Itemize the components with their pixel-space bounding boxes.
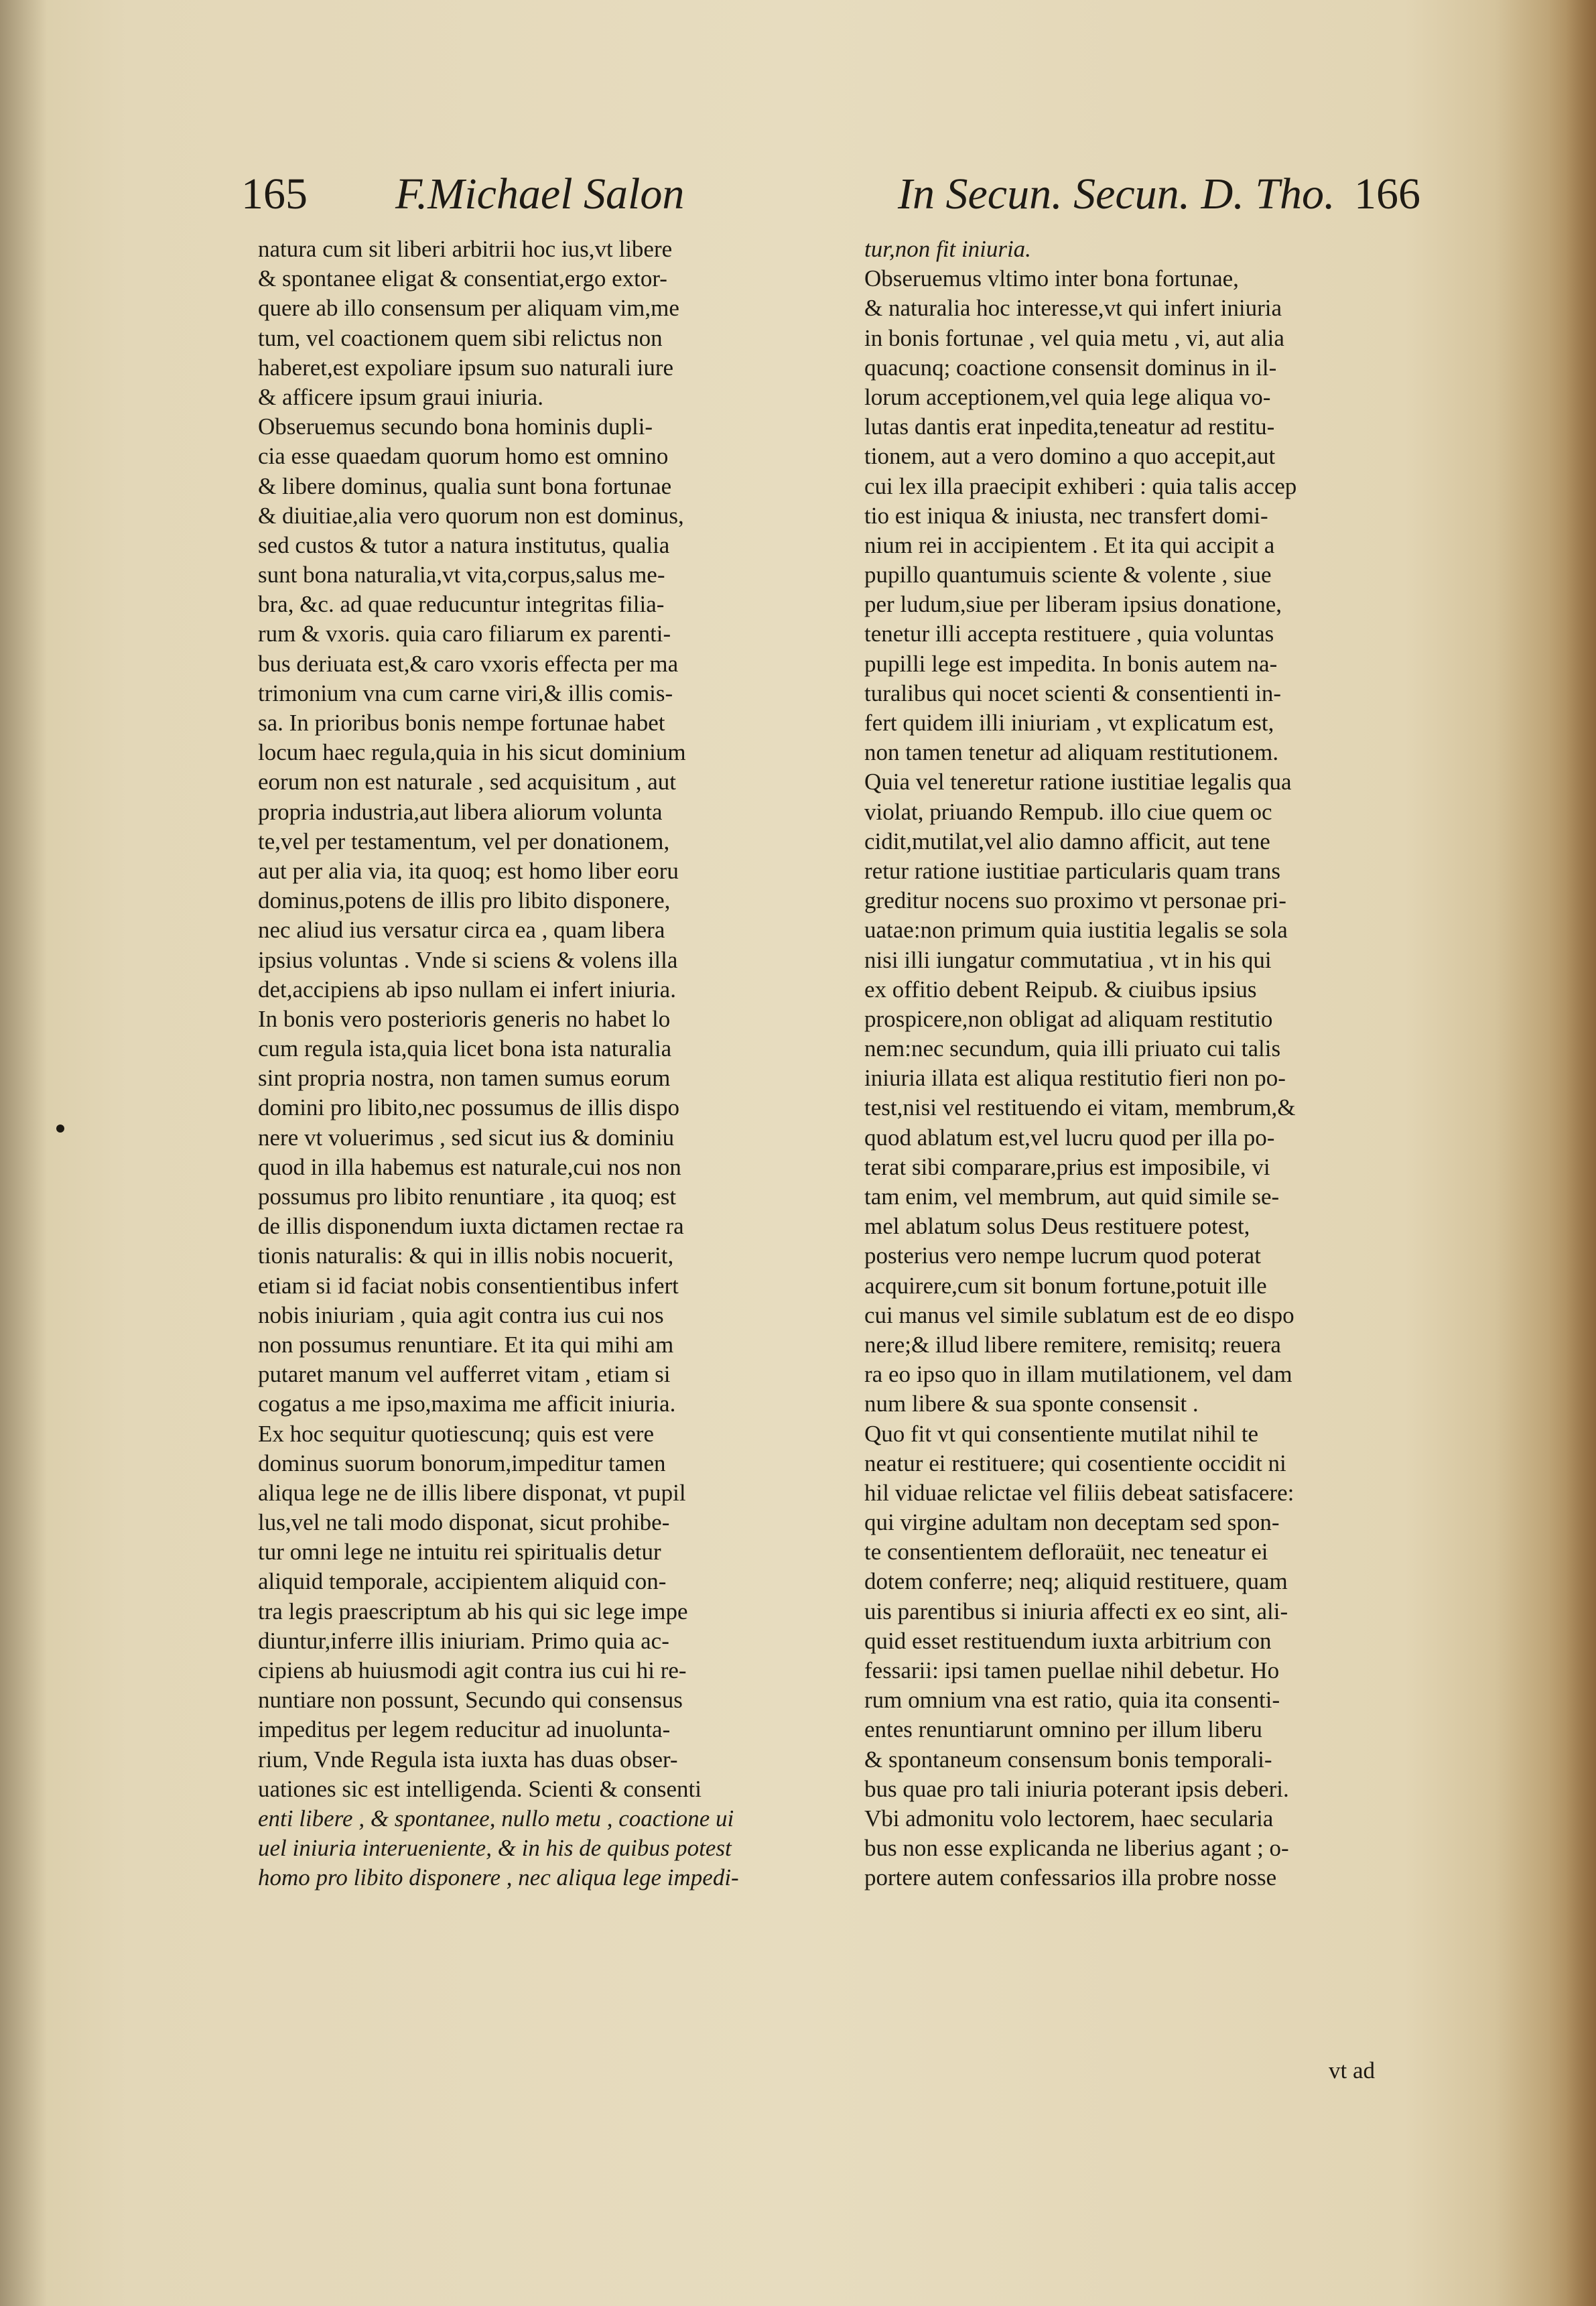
text-line: uel iniuria interueniente, & in his de quibus potest bbox=[258, 1835, 732, 1862]
text-line: iniuria illata est aliqua restitutio fieri non po- bbox=[864, 1065, 1286, 1092]
text-line: dominus suorum bonorum,impeditur tamen bbox=[258, 1450, 666, 1476]
text-line: Ex hoc sequitur quotiescunq; quis est vere bbox=[258, 1420, 654, 1447]
text-line: cum regula ista,quia licet bona ista naturalia bbox=[258, 1035, 672, 1062]
page-number-left: 165 bbox=[241, 170, 308, 218]
text-line: in bonis fortunae , vel quia metu , vi, aut alia bbox=[864, 324, 1284, 351]
text-line: homo pro libito disponere , nec aliqua lege impedi- bbox=[258, 1864, 739, 1891]
text-line: ipsius voluntas . Vnde si sciens & volens illa bbox=[258, 946, 678, 973]
text-line: posterius vero nempe lucrum quod poterat bbox=[864, 1242, 1261, 1269]
running-title-left: F.Michael Salon bbox=[395, 170, 685, 218]
text-line: uatae:non primum quia iustitia legalis se sola bbox=[864, 917, 1288, 944]
running-title-right: In Secun. Secun. D. Tho. bbox=[898, 170, 1335, 218]
text-line: prospicere,non obligat ad aliquam restitutio bbox=[864, 1005, 1273, 1032]
text-line: pupillo quantumuis sciente & volente , siue bbox=[864, 562, 1272, 588]
text-line: nere vt voluerimus , sed sicut ius & dominiu bbox=[258, 1124, 675, 1151]
text-line: tur,non fit iniuria. bbox=[864, 236, 1031, 262]
ink-blot bbox=[56, 1125, 64, 1133]
text-line: te consentientem defloraüit, nec teneatur ei bbox=[864, 1539, 1268, 1565]
text-line: non tamen tenetur ad aliquam restitutionem. bbox=[864, 739, 1279, 766]
text-line: sed custos & tutor a natura institutus, qualia bbox=[258, 531, 670, 558]
text-line: tionem, aut a vero domino a quo accepit,aut bbox=[864, 443, 1276, 470]
text-line: rium, Vnde Regula ista iuxta has duas obser- bbox=[258, 1746, 678, 1773]
text-line: tenetur illi accepta restituere , quia voluntas bbox=[864, 621, 1274, 647]
text-line: violat, priuando Rempub. illo ciue quem oc bbox=[864, 798, 1272, 825]
text-column-left bbox=[258, 235, 821, 1893]
text-line: num libere & sua sponte consensit . bbox=[864, 1391, 1199, 1417]
text-line: bra, &c. ad quae reducuntur integritas filia- bbox=[258, 591, 665, 618]
text-line: nuntiare non possunt, Secundo qui consensus bbox=[258, 1687, 683, 1714]
binding-gutter-shadow bbox=[0, 0, 47, 2306]
text-line: test,nisi vel restituendo ei vitam, membrum,& bbox=[864, 1094, 1296, 1121]
text-line: nem:nec secundum, quia illi priuato cui talis bbox=[864, 1035, 1281, 1062]
text-line: tam enim, vel membrum, aut quid simile se- bbox=[864, 1183, 1280, 1210]
text-line: natura cum sit liberi arbitrii hoc ius,vt libere bbox=[258, 236, 673, 262]
text-line: acquirere,cum sit bonum fortune,potuit ille bbox=[864, 1272, 1267, 1299]
text-line: mel ablatum solus Deus restituere potest, bbox=[864, 1213, 1250, 1240]
text-line: tur omni lege ne intuitu rei spiritualis detur bbox=[258, 1539, 661, 1565]
text-line: & diuitiae,alia vero quorum non est dominus, bbox=[258, 502, 684, 529]
text-line: ra eo ipso quo in illam mutilationem, vel dam bbox=[864, 1361, 1292, 1388]
text-line: & afficere ipsum graui iniuria. bbox=[258, 383, 544, 410]
text-line: putaret manum vel aufferret vitam , etiam si bbox=[258, 1361, 671, 1388]
text-line: uationes sic est intelligenda. Scienti & consenti bbox=[258, 1775, 702, 1802]
text-line: Quia vel teneretur ratione iustitiae legalis qua bbox=[864, 769, 1292, 795]
text-line: terat sibi comparare,prius est imposibile, vi bbox=[864, 1153, 1270, 1180]
text-line: bus deriuata est,& caro vxoris effecta per ma bbox=[258, 650, 679, 677]
text-line: qui virgine adultam non deceptam sed spon- bbox=[864, 1509, 1280, 1536]
text-line: lorum acceptionem,vel quia lege aliqua vo- bbox=[864, 383, 1271, 410]
catchword: vt ad bbox=[1329, 2057, 1376, 2084]
page-number-right: 166 bbox=[1354, 170, 1420, 218]
text-line: quacunq; coactione consensit dominus in il- bbox=[864, 354, 1277, 381]
text-line: enti libere , & spontanee, nullo metu , coactione ui bbox=[258, 1805, 734, 1832]
text-line: nisi illi iungatur commutatiua , vt in his qui bbox=[864, 946, 1272, 973]
text-line: nium rei in accipientem . Et ita qui accipit a bbox=[864, 531, 1275, 558]
text-line: cogatus a me ipso,maxima me afficit iniuria. bbox=[258, 1391, 676, 1417]
text-line: dominus,potens de illis pro libito disponere, bbox=[258, 887, 671, 914]
text-line: cidit,mutilat,vel alio damno afficit, aut tene bbox=[864, 828, 1270, 854]
text-line: In bonis vero posterioris generis no habet lo bbox=[258, 1005, 671, 1032]
text-line: fessarii: ipsi tamen puellae nihil debetur. Ho bbox=[864, 1657, 1280, 1683]
text-line: de illis disponendum iuxta dictamen rectae ra bbox=[258, 1213, 684, 1240]
text-line: rum & vxoris. quia caro filiarum ex parenti- bbox=[258, 621, 671, 647]
text-column-right bbox=[864, 235, 1427, 1893]
text-line: nobis iniuriam , quia agit contra ius cui nos bbox=[258, 1301, 664, 1328]
text-line: hil viduae relictae vel filiis debeat satisfacere: bbox=[864, 1479, 1294, 1506]
text-line: & spontaneum consensum bonis temporali- bbox=[864, 1746, 1272, 1773]
text-line: haberet,est expoliare ipsum suo naturali iure bbox=[258, 354, 674, 381]
text-line: sa. In prioribus bonis nempe fortunae habet bbox=[258, 710, 665, 736]
text-line: nere;& illud libere remitere, remisitq; reuera bbox=[864, 1331, 1281, 1358]
text-line: dotem conferre; neq; aliquid restituere, quam bbox=[864, 1568, 1288, 1595]
text-line: fert quidem illi iniuriam , vt explicatum est, bbox=[864, 710, 1274, 736]
text-line: Vbi admonitu volo lectorem, haec secularia bbox=[864, 1805, 1274, 1832]
text-line: cipiens ab huiusmodi agit contra ius cui hi re- bbox=[258, 1657, 687, 1683]
text-line: Obseruemus secundo bona hominis dupli- bbox=[258, 413, 653, 440]
text-line: quod ablatum est,vel lucru quod per illa po- bbox=[864, 1124, 1275, 1151]
text-line: bus quae pro tali iniuria poterant ipsis deberi. bbox=[864, 1775, 1289, 1802]
text-line: aliqua lege ne de illis libere disponat, vt pupil bbox=[258, 1479, 686, 1506]
text-line: sunt bona naturalia,vt vita,corpus,salus me- bbox=[258, 562, 665, 588]
text-line: pupilli lege est impedita. In bonis autem na- bbox=[864, 650, 1278, 677]
text-line: portere autem confessarios illa probre nosse bbox=[864, 1864, 1277, 1891]
text-line: tio est iniqua & iniusta, nec transfert domi- bbox=[864, 502, 1268, 529]
text-line: entes renuntiarunt omnino per illum liberu bbox=[864, 1716, 1262, 1743]
text-line: cia esse quaedam quorum homo est omnino bbox=[258, 443, 669, 470]
running-header bbox=[241, 168, 1420, 228]
text-line: retur ratione iustitiae particularis quam trans bbox=[864, 857, 1281, 884]
text-line: quere ab illo consensum per aliquam vim,me bbox=[258, 295, 679, 322]
text-line: turalibus qui nocet scienti & consentienti in- bbox=[864, 680, 1282, 706]
text-line: Quo fit vt qui consentiente mutilat nihil te bbox=[864, 1420, 1259, 1447]
text-line: ex offitio debent Reipub. & ciuibus ipsius bbox=[864, 976, 1257, 1003]
text-line: lutas dantis erat inpedita,teneatur ad restitu- bbox=[864, 413, 1275, 440]
text-line: quod in illa habemus est naturale,cui nos non bbox=[258, 1153, 681, 1180]
text-line: cui manus vel simile sublatum est de eo dispo bbox=[864, 1301, 1294, 1328]
text-line: & naturalia hoc interesse,vt qui infert iniuria bbox=[864, 295, 1282, 322]
text-line: non possumus renuntiare. Et ita qui mihi am bbox=[258, 1331, 674, 1358]
text-line: Obseruemus vltimo inter bona fortunae, bbox=[864, 265, 1239, 292]
text-line: rum omnium vna est ratio, quia ita consenti- bbox=[864, 1687, 1280, 1714]
text-line: domini pro libito,nec possumus de illis dispo bbox=[258, 1094, 680, 1121]
text-line: nec aliud ius versatur circa ea , quam libera bbox=[258, 917, 665, 944]
page-edge-stain bbox=[1495, 0, 1596, 2306]
text-line: & libere dominus, qualia sunt bona fortunae bbox=[258, 472, 672, 499]
text-line: & spontanee eligat & consentiat,ergo extor- bbox=[258, 265, 667, 292]
text-line: lus,vel ne tali modo disponat, sicut prohibe- bbox=[258, 1509, 670, 1536]
text-line: cui lex illa praecipit exhiberi : quia talis accep bbox=[864, 472, 1297, 499]
text-line: tra legis praescriptum ab his qui sic lege impe bbox=[258, 1598, 688, 1624]
text-line: neatur ei restituere; qui cosentiente occidit ni bbox=[864, 1450, 1286, 1476]
text-line: possumus pro libito renuntiare , ita quoq; est bbox=[258, 1183, 677, 1210]
text-line: tionis naturalis: & qui in illis nobis nocuerit, bbox=[258, 1242, 674, 1269]
text-line: sint propria nostra, non tamen sumus eorum bbox=[258, 1065, 671, 1092]
text-line: etiam si id faciat nobis consentientibus infert bbox=[258, 1272, 679, 1299]
text-line: impeditus per legem reducitur ad inuolunta- bbox=[258, 1716, 671, 1743]
text-line: tum, vel coactionem quem sibi relictus non bbox=[258, 324, 663, 351]
text-line: quid esset restituendum iuxta arbitrium con bbox=[864, 1627, 1272, 1654]
text-line: eorum non est naturale , sed acquisitum , aut bbox=[258, 769, 677, 795]
text-line: propria industria,aut libera aliorum volunta bbox=[258, 798, 663, 825]
text-line: det,accipiens ab ipso nullam ei infert iniuria. bbox=[258, 976, 676, 1003]
text-line: bus non esse explicanda ne liberius agant ; o- bbox=[864, 1835, 1289, 1862]
text-line: te,vel per testamentum, vel per donationem, bbox=[258, 828, 670, 854]
text-line: locum haec regula,quia in his sicut dominium bbox=[258, 739, 686, 766]
text-line: diuntur,inferre illis iniuriam. Primo quia ac- bbox=[258, 1627, 669, 1654]
text-line: greditur nocens suo proximo vt personae pri- bbox=[864, 887, 1286, 914]
text-line: per ludum,siue per liberam ipsius donatione, bbox=[864, 591, 1282, 618]
text-line: uis parentibus si iniuria affecti ex eo sint, ali- bbox=[864, 1598, 1288, 1624]
text-line: aliquid temporale, accipientem aliquid con- bbox=[258, 1568, 667, 1595]
text-line: aut per alia via, ita quoq; est homo liber eoru bbox=[258, 857, 679, 884]
text-line: trimonium vna cum carne viri,& illis comis- bbox=[258, 680, 673, 706]
